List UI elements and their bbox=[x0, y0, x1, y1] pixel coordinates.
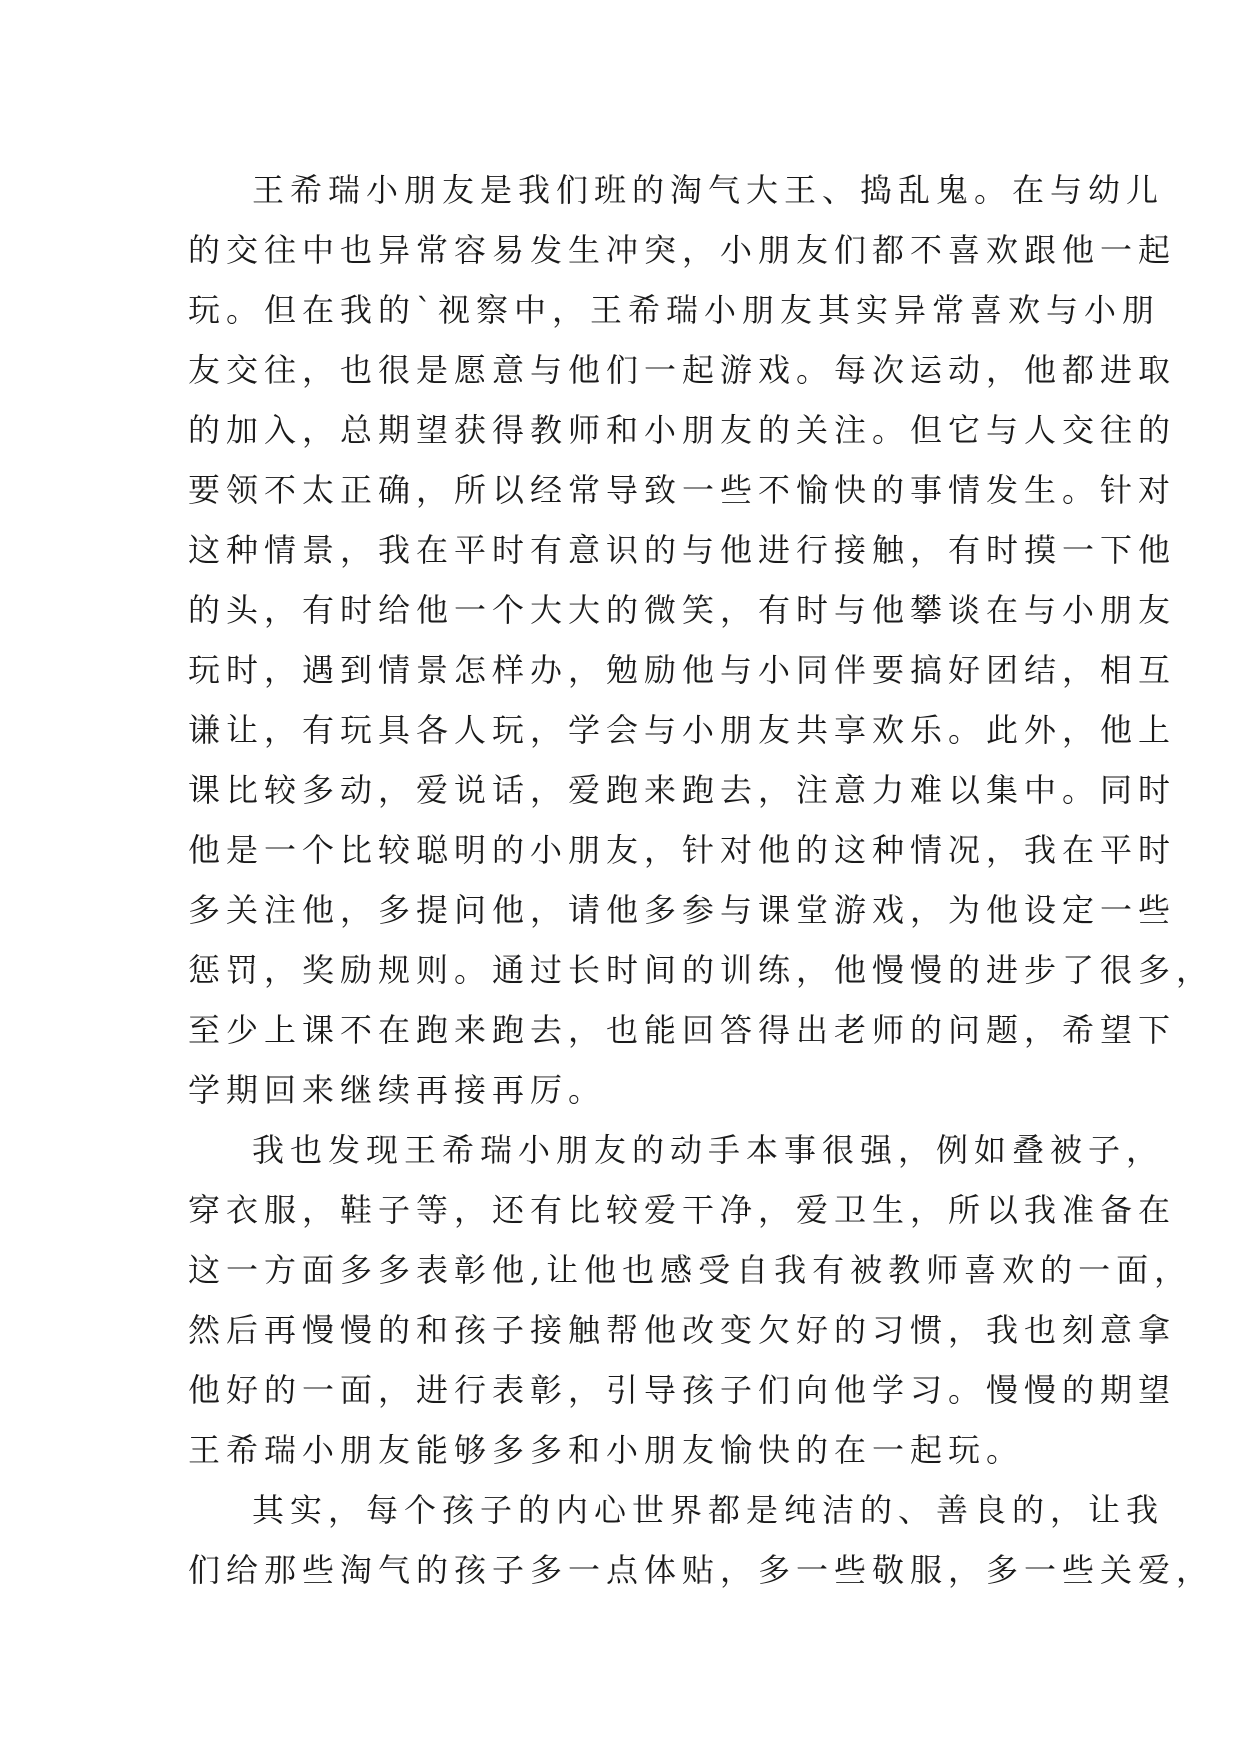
text-line: 课比较多动，爱说话，爱跑来跑去，注意力难以集中。同时 bbox=[188, 771, 1177, 809]
paragraph-3 bbox=[188, 1480, 1215, 1600]
text-line: 的头，有时给他一个大大的微笑，有时与他攀谈在与小朋友 bbox=[188, 591, 1177, 629]
paragraph-1 bbox=[188, 160, 1215, 1120]
text-line: 多关注他，多提问他，请他多参与课堂游戏，为他设定一些 bbox=[188, 891, 1177, 929]
text-line: 穿衣服，鞋子等，还有比较爱干净，爱卫生，所以我准备在 bbox=[188, 1191, 1177, 1229]
text-line: 王希瑞小朋友能够多多和小朋友愉快的在一起玩。 bbox=[188, 1431, 1025, 1469]
text-line: 玩。但在我的`视察中，王希瑞小朋友其实异常喜欢与小朋 bbox=[188, 291, 1161, 329]
text-line: 学期回来继续再接再厉。 bbox=[188, 1071, 607, 1109]
text-line: 这一方面多多表彰他,让他也感受自我有被教师喜欢的一面， bbox=[188, 1251, 1193, 1289]
text-line: 们给那些淘气的孩子多一点体贴，多一些敬服，多一些关爱， bbox=[188, 1551, 1215, 1589]
text-line: 王希瑞小朋友是我们班的淘气大王、捣乱鬼。在与幼儿 bbox=[252, 171, 1165, 209]
text-line: 他好的一面，进行表彰，引导孩子们向他学习。慢慢的期望 bbox=[188, 1371, 1177, 1409]
text-line: 友交往，也很是愿意与他们一起游戏。每次运动，他都进取 bbox=[188, 351, 1177, 389]
text-line: 的加入，总期望获得教师和小朋友的关注。但它与人交往的 bbox=[188, 411, 1177, 449]
text-line: 这种情景，我在平时有意识的与他进行接触，有时摸一下他 bbox=[188, 531, 1177, 569]
text-line: 玩时，遇到情景怎样办，勉励他与小同伴要搞好团结，相互 bbox=[188, 651, 1177, 689]
text-line: 其实，每个孩子的内心世界都是纯洁的、善良的，让我 bbox=[252, 1491, 1165, 1529]
paragraph-2 bbox=[188, 1120, 1193, 1480]
text-line: 他是一个比较聪明的小朋友，针对他的这种情况，我在平时 bbox=[188, 831, 1177, 869]
text-line: 然后再慢慢的和孩子接触帮他改变欠好的习惯，我也刻意拿 bbox=[188, 1311, 1177, 1349]
text-line: 至少上课不在跑来跑去，也能回答得出老师的问题，希望下 bbox=[188, 1011, 1177, 1049]
text-line: 的交往中也异常容易发生冲突，小朋友们都不喜欢跟他一起 bbox=[188, 231, 1177, 269]
text-line: 我也发现王希瑞小朋友的动手本事很强，例如叠被子， bbox=[252, 1131, 1165, 1169]
text-line: 谦让，有玩具各人玩，学会与小朋友共享欢乐。此外，他上 bbox=[188, 711, 1177, 749]
text-line: 惩罚，奖励规则。通过长时间的训练，他慢慢的进步了很多， bbox=[188, 951, 1215, 989]
document-body bbox=[188, 160, 1215, 1600]
text-line: 要领不太正确，所以经常导致一些不愉快的事情发生。针对 bbox=[188, 471, 1177, 509]
